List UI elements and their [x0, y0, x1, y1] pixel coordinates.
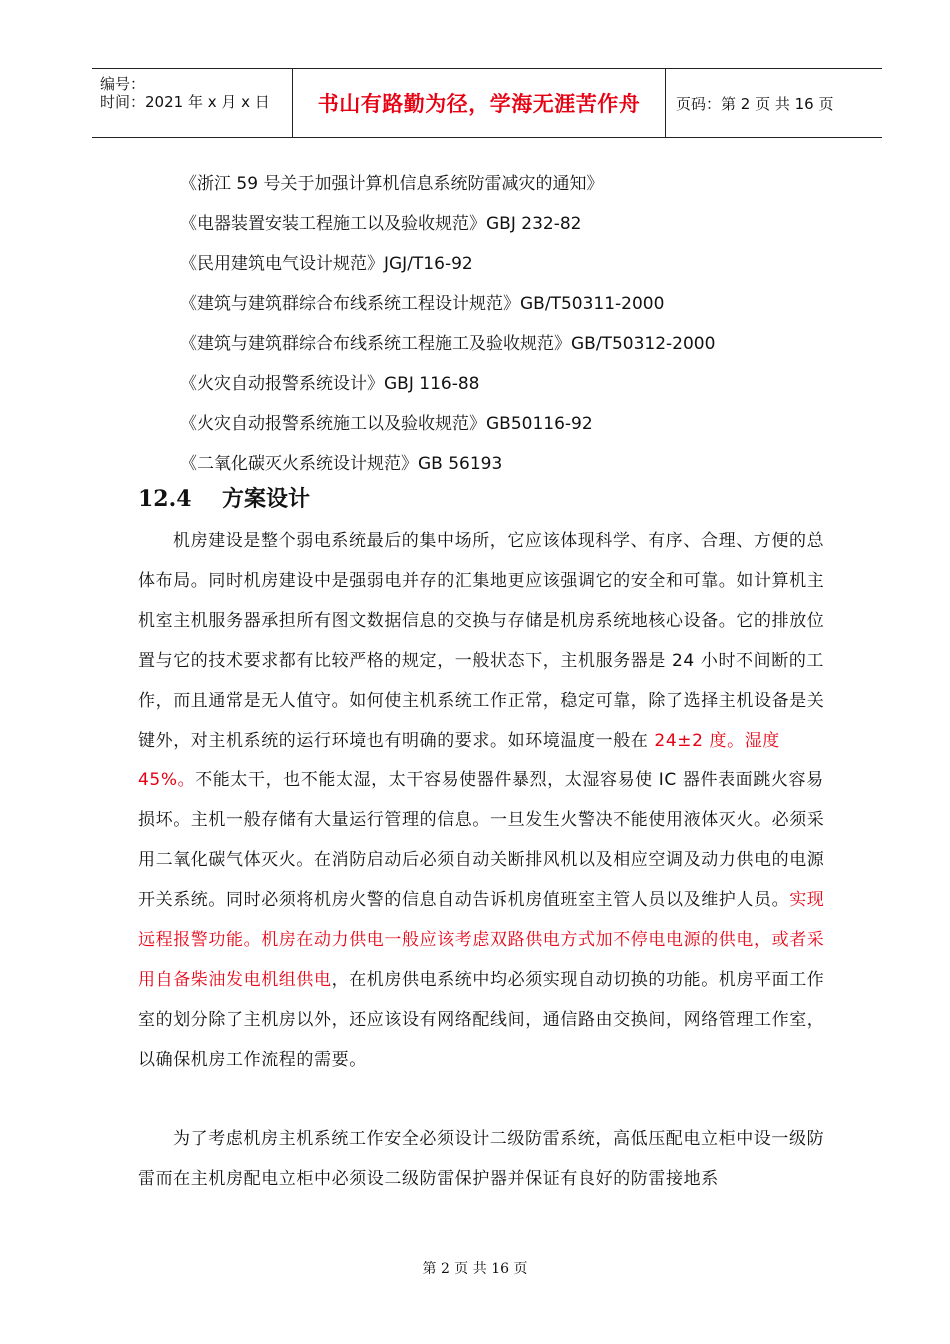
- reference-item: 《建筑与建筑群综合布线系统工程设计规范》GB/T50311-2000: [180, 294, 665, 314]
- body-paragraph: [138, 1120, 838, 1200]
- reference-item: 《民用建筑电气设计规范》JGJ/T16-92: [180, 254, 473, 274]
- header-motto-cell: [293, 69, 666, 137]
- reference-item: 《浙江 59 号关于加强计算机信息系统防雷减灾的通知》: [180, 174, 604, 194]
- page-code: 页码：第 2 页 共 16 页: [676, 94, 834, 113]
- highlight-text: 24±2 度。湿度 45%。: [138, 730, 780, 791]
- section-number: 12.4: [138, 486, 192, 512]
- section-heading: [138, 482, 310, 513]
- reference-item: 《建筑与建筑群综合布线系统工程施工及验收规范》GB/T50312-2000: [180, 334, 716, 354]
- body-paragraph: [138, 522, 838, 1081]
- paragraph-text: 为了考虑机房主机系统工作安全必须设计二级防雷系统，高低压配电立柜中设一级防雷而在主机房配电立柜中必须设二级防雷保护器并保证有良好的防雷接地系: [138, 1129, 825, 1189]
- page-footer: 第 2 页 共 16 页: [422, 1261, 528, 1277]
- section-title: 方案设计: [222, 486, 311, 512]
- number-label: 编号：: [100, 75, 146, 93]
- reference-item: 《二氧化碳灭火系统设计规范》GB 56193: [180, 454, 503, 474]
- reference-item: 《火灾自动报警系统设计》GBJ 116-88: [180, 374, 480, 394]
- reference-item: 《火灾自动报警系统施工以及验收规范》GB50116-92: [180, 414, 593, 434]
- motto-text: 书山有路勤为径，学海无涯苦作舟: [317, 91, 641, 116]
- highlight-text: 实现远程报警功能。机房在动力供电一般应该考虑双路供电方式加不停电电源的供电，或者采用自备柴油发电机组供电: [138, 890, 825, 990]
- page-header: [92, 68, 882, 138]
- reference-item: 《电器装置安装工程施工以及验收规范》GBJ 232-82: [180, 214, 582, 234]
- reference-list: [180, 170, 860, 490]
- paragraph-text: 不能太干，也不能太湿，太干容易使器件暴烈，太湿容易使 IC 器件表面跳火容易损坏。主机一般存储有大量运行管理的信息。一旦发生火警决不能使用液体灭火。必须采用二氧化碳气体灭火。在消防启动后必须自动关断排风机以及相应空调及动力供电的电源开关系统。同时必须将机房火警的信息自动告诉机房值班室主管人员以及维护人员。: [138, 770, 825, 911]
- paragraph-text: ，在机房供电系统中均必须实现自动切换的功能。机房平面工作室的划分除了主机房以外，还应该设有网络配线间，通信路由交换间，网络管理工作室，以确保机房工作流程的需要。: [138, 969, 825, 1070]
- time-label: 时间：2021 年 x 月 x 日: [100, 93, 270, 111]
- header-info-cell: [92, 69, 293, 137]
- paragraph-text: 机房建设是整个弱电系统最后的集中场所，它应该体现科学、有序、合理、方便的总体布局。同时机房建设中是强弱电并存的汇集地更应该强调它的安全和可靠。如计算机主机室主机服务器承担所有图文数据信息的交换与存储是机房系统地核心设备。它的排放位置与它的技术要求都有比较严格的规定，一般状态下，主机服务器是 24 小时不间断的工作，而且通常是无人值守。如何使主机系统工作正常，稳定可靠，除了选择主机设备是关键外，对主机系统的运行环境也有明确的要求。如环境温度一般在: [138, 531, 825, 751]
- header-page-cell: [666, 69, 882, 137]
